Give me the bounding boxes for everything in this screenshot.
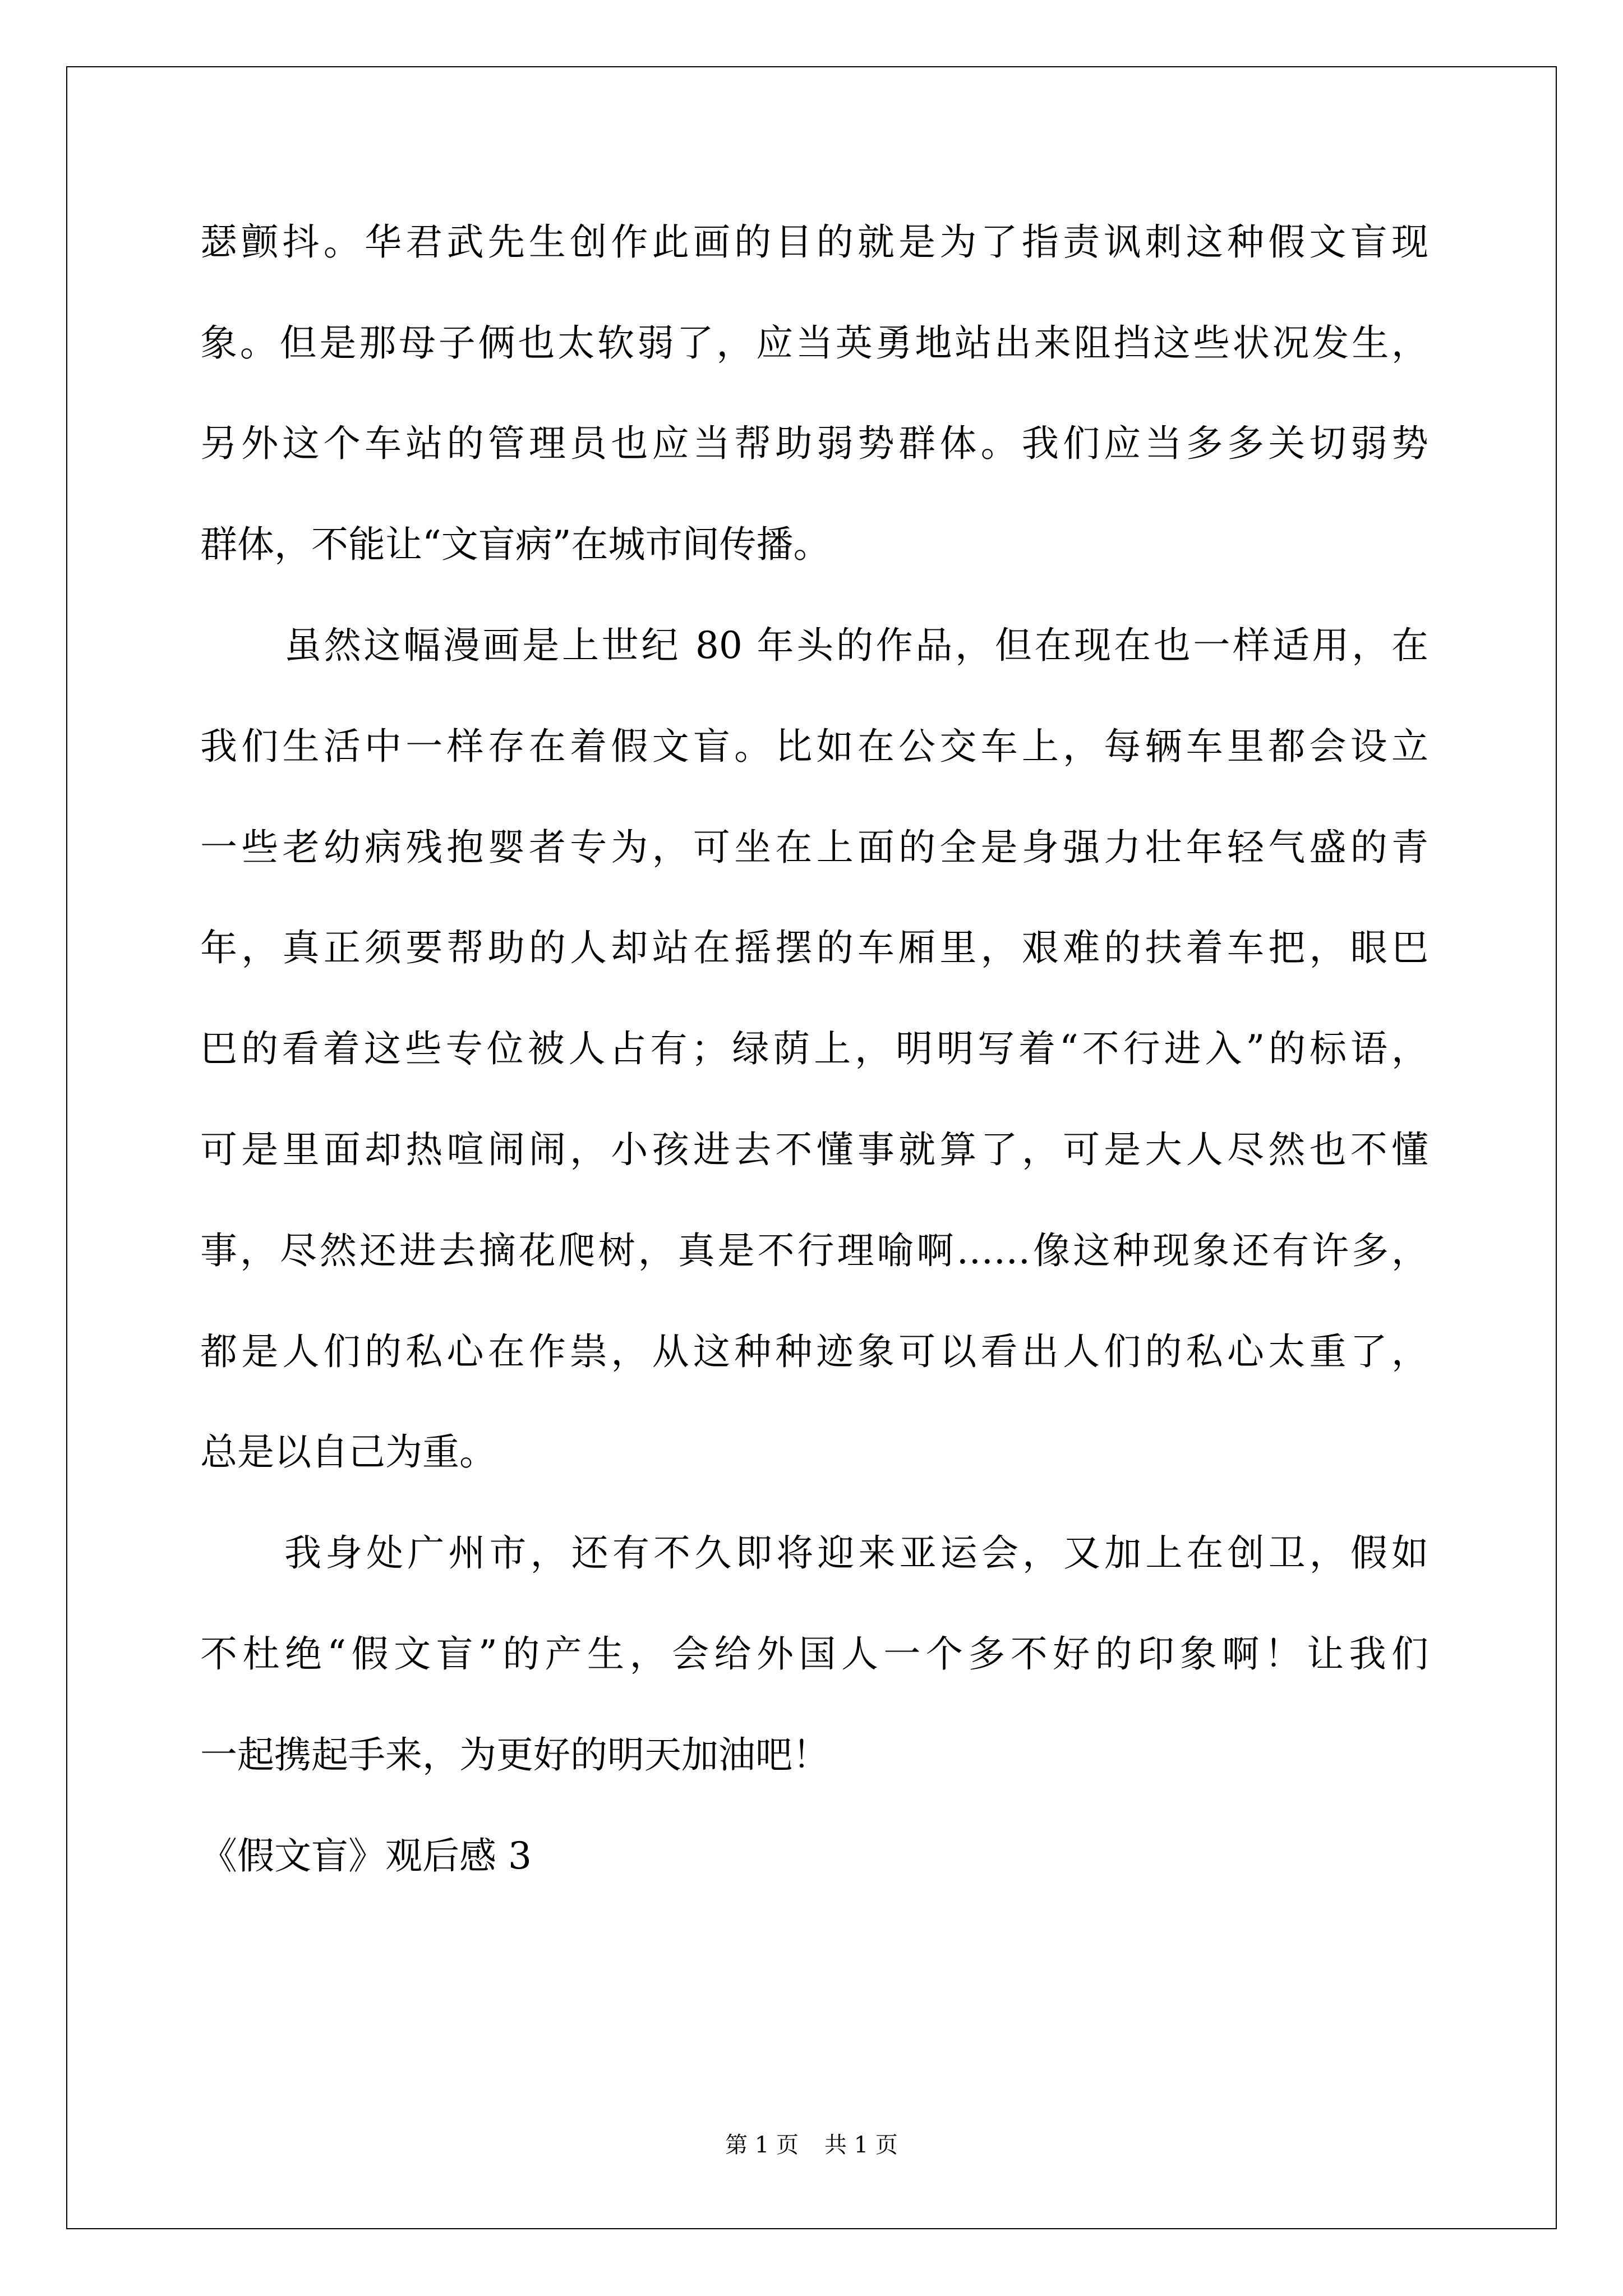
text-line: 虽然这幅漫画是上世纪 80 年头的作品，但在现在也一样适用，在 bbox=[284, 624, 1428, 667]
page-footer bbox=[0, 2131, 1623, 2159]
text-line: 象。但是那母子俩也太软弱了，应当英勇地站出来阻挡这些状况发生， bbox=[200, 321, 1428, 365]
page-total: 共 1 页 bbox=[824, 2132, 898, 2158]
text-line: 年，真正须要帮助的人却站在摇摆的车厢里，艰难的扶着车把，眼巴 bbox=[200, 926, 1428, 969]
text-line: 瑟颤抖。华君武先生创作此画的目的就是为了指责讽刺这种假文盲现 bbox=[200, 220, 1428, 264]
text-line: 我身处广州市，还有不久即将迎来亚运会，又加上在创卫，假如 bbox=[284, 1531, 1428, 1575]
text-line: 我们生活中一样存在着假文盲。比如在公交车上，每辆车里都会设立 bbox=[200, 725, 1428, 768]
text-line: 巴的看着这些专位被人占有；绿荫上，明明写着“不行进入”的标语， bbox=[200, 1027, 1428, 1070]
text-line: 群体，不能让“文盲病”在城市间传播。 bbox=[200, 523, 831, 566]
text-line: 不杜绝“假文盲”的产生，会给外国人一个多不好的印象啊！让我们 bbox=[200, 1632, 1428, 1676]
text-line: 另外这个车站的管理员也应当帮助弱势群体。我们应当多多关切弱势 bbox=[200, 422, 1428, 465]
text-line: 总是以自己为重。 bbox=[200, 1430, 496, 1474]
text-line: 都是人们的私心在作祟，从这种种迹象可以看出人们的私心太重了， bbox=[200, 1330, 1428, 1373]
text-line: 事，尽然还进去摘花爬树，真是不行理喻啊……像这种现象还有许多， bbox=[200, 1229, 1428, 1272]
text-line: 一起携起手来，为更好的明天加油吧！ bbox=[200, 1733, 829, 1777]
text-line: 可是里面却热喧闹闹，小孩进去不懂事就算了，可是大人尽然也不懂 bbox=[200, 1128, 1428, 1171]
text-line: 一些老幼病残抱婴者专为，可坐在上面的全是身强力壮年轻气盛的青 bbox=[200, 826, 1428, 869]
page-number: 第 1 页 bbox=[725, 2132, 799, 2158]
section-heading: 《假文盲》观后感 3 bbox=[200, 1834, 532, 1878]
